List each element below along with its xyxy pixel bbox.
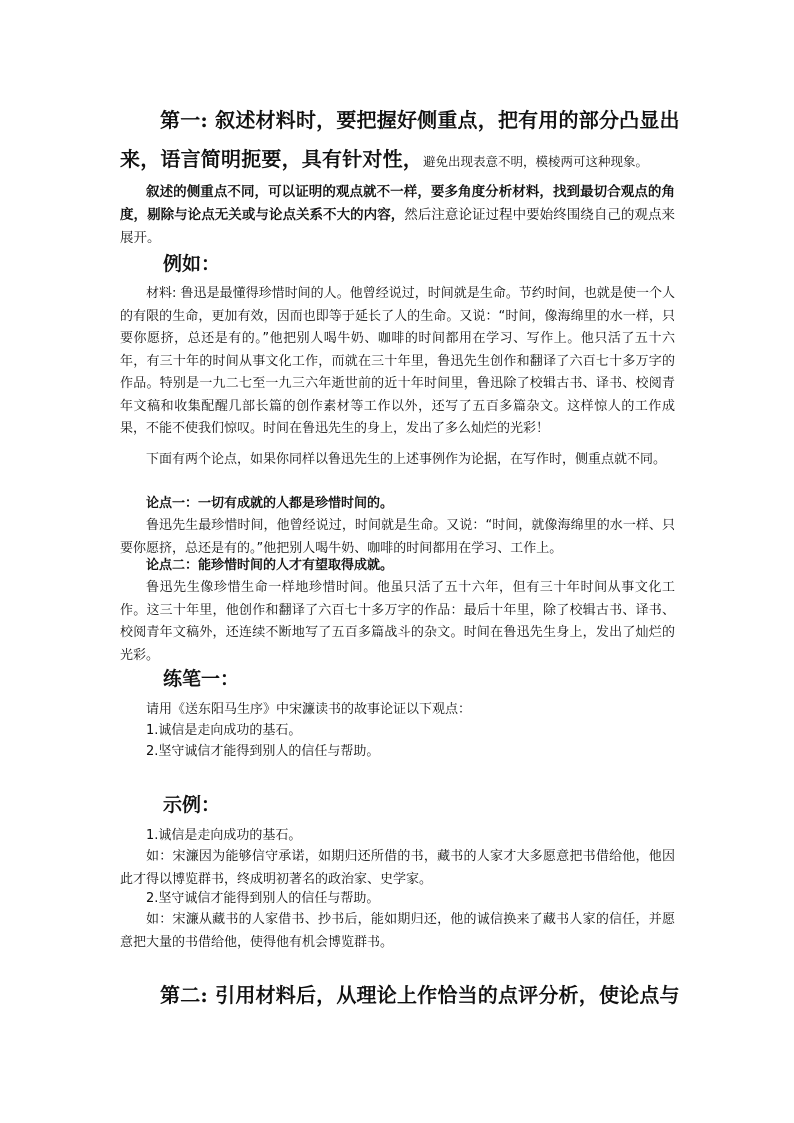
material-paragraph: 材料: 鲁迅是最懂得珍惜时间的人。他曾经说过，时间就是生命。节约时间，也就是使一个人的有限的生命，更加有效，因而也即等于延长了人的生命。又说：“时间，像海绵里的水一样，只要你愿挤，总还是有的。”他把别人喝牛奶、咖啡的时间都用在学习、写作上。他只活了五十六年，有三十年的时间从事文化工作，而就在三十年里，鲁迅先生创作和翻译了六百七十多万字的作品。特别是一九二七至一九三六年逝世前的近十年时间里，鲁迅除了校辑古书、译书、校阅青年文稿和收集配醒几部长篇的创作素材等工作以外，还写了五百多篇杂文。这样惊人的工作成果，不能不使我们惊叹。时间在鲁迅先生的身上，发出了多么灿烂的光彩！ [120, 286, 675, 436]
point2-title-text: 论点二：能珍惜时间的人才有望取得成就。 [146, 558, 394, 573]
intro-bold: 叙述的侧重点不同，可以证明的观点就不一样，要多角度分析材料，找到最切合观点的角度，剔除与论点无关或与论点关系不大的内容， [120, 184, 675, 223]
sample-item2: 2.坚守诚信才能得到别人的信任与帮助。 [146, 891, 380, 906]
practice-item2: 2.坚守诚信才能得到别人的信任与帮助。 [146, 744, 380, 759]
practice-prompt: 请用《送东阳马生序》中宋濂读书的故事论证以下观点： [146, 702, 472, 717]
point2-body: 鲁迅先生像珍惜生命一样地珍惜时间。他虽只活了五十六年，但有三十年时间从事文化工作。这三十年里，他创作和翻译了六百七十多万字的作品：最后十年里，除了校辑古书、译书、校阅青年文稿外，还连续不断地写了五百多篇战斗的杂文。时间在鲁迅先生身上，发出了灿烂的光彩。 [120, 580, 675, 663]
heading-first-line2 [120, 140, 680, 181]
practice-item1: 1.诚信是走向成功的基石。 [146, 723, 302, 738]
heading-second: 第二: 引用材料后，从理论上作恰当的点评分析，使论点与 [160, 983, 680, 1007]
sample-title: 示例： [163, 794, 221, 816]
point1-title [120, 493, 675, 516]
intro-rest: 然后注意论证过程中要始终围绕自己的观点来展开。 [120, 207, 676, 246]
point1-body: 鲁迅先生最珍惜时间，他曾经说过，时间就是生命。又说：“时间，就像海绵里的水一样、只要你愿挤，总还是有的。”他把别人喝牛奶、咖啡的时间都用在学习、工作上。 [120, 518, 675, 556]
example-title: 例如： [163, 253, 221, 275]
sample-example1: 如：宋濂因为能够信守承诺，如期归还所借的书，藏书的人家才大多愿意把书借给他，他因此才得以博览群书，终成明初著名的政治家、史学家。 [120, 849, 675, 887]
heading-first [160, 101, 680, 139]
heading-first-note: 避免出现表意不明，模棱两可这种现象。 [423, 154, 649, 169]
transition-paragraph: 下面有两个论点，如果你同样以鲁迅先生的上述事例作为论据，在写作时，侧重点就不同。 [146, 452, 667, 467]
sample-example2: 如：宋濂从藏书的人家借书、抄书后，能如期归还，他的诚信换来了藏书人家的信任，并愿意把大量的书借给他，使得他有机会博览群书。 [120, 912, 675, 950]
practice-title: 练笔一： [163, 668, 240, 690]
point2-title [120, 555, 675, 578]
heading-first-bold: 来，语言简明扼要，具有针对性， [120, 147, 423, 171]
intro-paragraph [120, 181, 675, 250]
heading-first-line1: 第一: 叙述材料时，要把握好侧重点，把有用的部分凸显出 [160, 108, 680, 132]
sample-item1: 1.诚信是走向成功的基石。 [146, 828, 302, 843]
point1-title-text: 论点一：一切有成就的人都是珍惜时间的。 [146, 496, 394, 511]
